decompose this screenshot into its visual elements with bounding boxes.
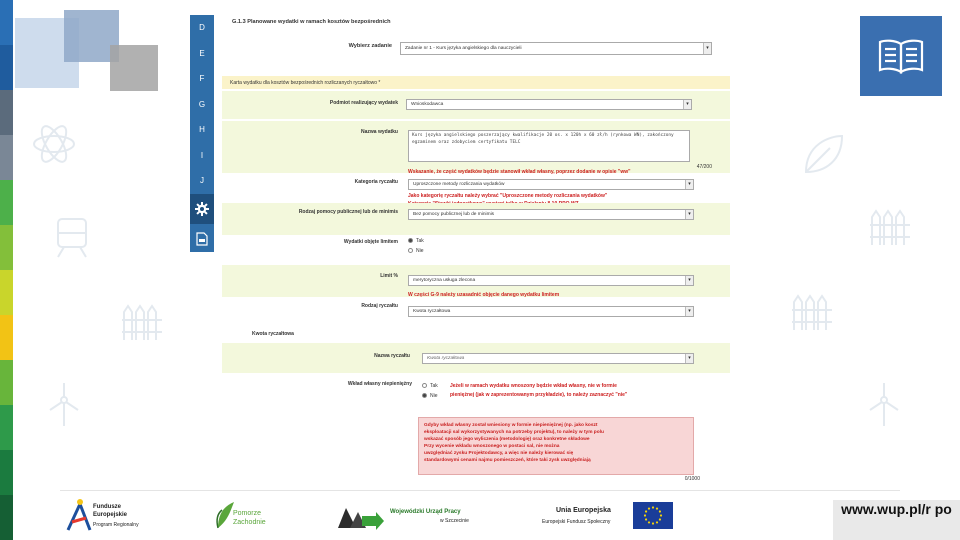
limited-no-radio[interactable] bbox=[408, 248, 424, 254]
select-task-dropdown[interactable] bbox=[400, 42, 712, 55]
strip-segment bbox=[0, 315, 13, 360]
note-limit: W części G-9 należy uzasadnić objęcie danego wydatku limitem bbox=[408, 292, 560, 298]
website-url[interactable]: www.wup.pl/r po bbox=[833, 500, 960, 540]
nav-item-g[interactable]: G bbox=[198, 99, 206, 109]
ue-logo-line1: Unia Europejska bbox=[556, 507, 611, 514]
radio-label: Tak bbox=[416, 238, 424, 244]
wup-logo-icon bbox=[336, 500, 384, 530]
lump-name-field[interactable] bbox=[422, 353, 694, 364]
wup-logo-line2: w Szczecinie bbox=[440, 518, 469, 524]
note-inkind-1: Jeżeli w ramach wydatku wnoszony będzie wkład własny, nie w formie bbox=[450, 383, 617, 389]
strip-segment bbox=[0, 405, 13, 450]
eu-star bbox=[656, 507, 658, 509]
limited-label: Wydatki objęte limitem bbox=[343, 239, 398, 245]
entity-dropdown[interactable] bbox=[406, 99, 692, 110]
limited-yes-radio[interactable] bbox=[408, 238, 424, 244]
eu-star bbox=[659, 518, 661, 520]
chevron-down-icon: ▾ bbox=[683, 100, 691, 109]
limit-value: merytoryczna usługa zlecona bbox=[413, 278, 476, 283]
strip-segment bbox=[0, 90, 13, 135]
wup-logo-line1: Wojewódzki Urząd Pracy bbox=[390, 509, 461, 515]
pomorze-logo-line1: Pomorze bbox=[233, 510, 262, 517]
inkind-yes-radio[interactable] bbox=[422, 383, 438, 389]
ue-logo-line2: Europejski Fundusz Społeczny bbox=[542, 519, 611, 525]
nav-item-e[interactable]: E bbox=[199, 48, 205, 58]
radio-dot bbox=[422, 393, 427, 398]
note-contribution: Wskazanie, że część wydatków będzie stanowił wkład własny, poprzez dodanie w opisie "ww" bbox=[408, 169, 631, 175]
aid-label: Rodzaj pomocy publicznej lub de minimis bbox=[298, 209, 398, 215]
train-icon bbox=[50, 215, 94, 259]
strip-segment bbox=[0, 180, 13, 225]
warning-line: uwzględniać zysku Projektodawcy, a więc nie należy kierować się bbox=[424, 451, 574, 456]
strip-segment bbox=[0, 495, 13, 540]
footer-divider bbox=[60, 490, 900, 491]
category-label: Kategoria ryczałtu bbox=[354, 179, 398, 185]
char-counter: 0/1000 bbox=[684, 476, 700, 482]
nav-item-i[interactable]: I bbox=[200, 150, 204, 160]
lump-type-value: Kwota ryczałtowa bbox=[413, 309, 451, 314]
entity-label: Podmiot realizujący wydatek bbox=[329, 100, 398, 106]
expense-form-screenshot bbox=[222, 13, 730, 485]
strip-segment bbox=[0, 0, 13, 45]
select-task-label: Wybierz zadanie bbox=[348, 43, 392, 49]
radio-label: Nie bbox=[430, 393, 438, 399]
fe-logo-icon bbox=[66, 496, 92, 532]
radio-dot bbox=[408, 248, 413, 253]
section-title: G.1.3 Planowane wydatki w ramach kosztów bezpośrednich bbox=[232, 19, 391, 25]
nav-item-f[interactable]: F bbox=[199, 74, 205, 83]
inkind-label: Wkład własny niepieniężny bbox=[347, 381, 412, 387]
aid-dropdown[interactable] bbox=[408, 209, 694, 220]
eu-star bbox=[652, 522, 654, 524]
book-icon-box bbox=[860, 16, 942, 96]
radio-dot bbox=[422, 383, 427, 388]
eu-star bbox=[659, 510, 661, 512]
fe-logo-line3: Program Regionalny bbox=[93, 522, 139, 528]
select-task-value: Zadanie nr 1 - Kurs języka angielskiego dla nauczycieli bbox=[405, 46, 522, 51]
fence-icon bbox=[120, 300, 164, 344]
leaf-icon bbox=[800, 130, 848, 178]
strip-segment bbox=[0, 225, 13, 270]
strip-segment bbox=[0, 450, 13, 495]
chevron-down-icon: ▾ bbox=[685, 307, 693, 316]
inkind-no-radio[interactable] bbox=[422, 393, 438, 399]
nav-item-d[interactable]: D bbox=[199, 23, 205, 32]
chevron-down-icon: ▾ bbox=[685, 354, 693, 363]
chevron-down-icon: ▾ bbox=[685, 276, 693, 285]
wind-turbine-icon bbox=[860, 380, 908, 428]
eu-flag-icon bbox=[633, 502, 673, 529]
warning-line: eksploatacji sal wykorzystywanych na potrzeby projektu), to należy w tym polu bbox=[424, 430, 604, 435]
strip-segment bbox=[0, 360, 13, 405]
atom-icon bbox=[30, 120, 78, 168]
eu-star bbox=[648, 507, 650, 509]
lump-type-label: Rodzaj ryczałtu bbox=[361, 303, 398, 309]
fence-icon bbox=[790, 290, 838, 338]
strip-segment bbox=[0, 270, 13, 315]
lump-amount-header: Kwota ryczałtowa bbox=[252, 331, 294, 337]
radio-dot bbox=[408, 238, 413, 243]
limit-dropdown[interactable] bbox=[408, 275, 694, 286]
warning-line: wskazać sposób jego wyliczenia (metodologię) oraz konkretne składowe bbox=[424, 437, 590, 442]
limit-label: Limit % bbox=[380, 273, 398, 279]
strip-segment bbox=[0, 45, 13, 90]
settings-nav-button[interactable] bbox=[190, 194, 214, 224]
eu-star bbox=[645, 510, 647, 512]
eu-star bbox=[645, 518, 647, 520]
decorative-square bbox=[110, 45, 158, 91]
left-color-strip bbox=[0, 0, 13, 540]
warning-line: Przy wycenie wkładu wnoszonego w postaci sal, nie można bbox=[424, 444, 560, 449]
warning-line: Gdyby wkład własny został wniesiony w formie niepieniężnej (np. jako koszt bbox=[424, 423, 598, 428]
fe-logo-line2: Europejskie bbox=[93, 512, 128, 518]
lump-type-dropdown[interactable] bbox=[408, 306, 694, 317]
inkind-warning-box bbox=[418, 417, 694, 475]
eu-star bbox=[656, 521, 658, 523]
category-value: Uproszczone metody rozliczania wydatków bbox=[413, 182, 505, 187]
eu-star bbox=[648, 521, 650, 523]
note-category-1: Jako kategorię ryczałtu należy wybrać "Uproszczone metody rozliczania wydatków" bbox=[408, 193, 608, 199]
name-label: Nazwa wydatku bbox=[361, 129, 398, 135]
fence-icon bbox=[868, 205, 916, 253]
card-header: Karta wydatku dla kosztów bezpośrednich rozliczanych ryczałtowo * bbox=[230, 80, 381, 86]
gear-icon bbox=[195, 202, 209, 216]
document-icon bbox=[196, 232, 208, 246]
chevron-down-icon: ▾ bbox=[685, 210, 693, 219]
eu-star bbox=[644, 514, 646, 516]
chevron-down-icon: ▾ bbox=[703, 43, 711, 54]
eu-star bbox=[652, 506, 654, 508]
category-dropdown[interactable] bbox=[408, 179, 694, 190]
eu-star bbox=[660, 514, 662, 516]
form-section-nav bbox=[190, 15, 214, 252]
chevron-down-icon: ▾ bbox=[685, 180, 693, 189]
radio-label: Nie bbox=[416, 248, 424, 254]
entity-value: Wnioskodawca bbox=[411, 102, 444, 107]
fe-logo-line1: Fundusze bbox=[93, 504, 121, 510]
pdf-nav-button[interactable] bbox=[190, 224, 214, 254]
expense-name-textarea[interactable]: Kurs języka angielskiego poszerzający kwalifikacje 20 os. x 120h x 60 zł/h (rynkowa WN), zakończony egzaminem oraz zdobyciem certyfikatu TELC bbox=[408, 130, 690, 162]
warning-line: standardowymi cenami najmu pomieszczeń, które taki zysk uwzględniają bbox=[424, 458, 591, 463]
nav-item-j[interactable]: J bbox=[200, 176, 204, 185]
strip-segment bbox=[0, 135, 13, 180]
lump-name-value: Kwota ryczałtowa bbox=[427, 356, 465, 361]
radio-label: Tak bbox=[430, 383, 438, 389]
aid-value: Bez pomocy publicznej lub de minimis bbox=[413, 212, 495, 217]
nav-item-h[interactable]: H bbox=[199, 125, 205, 134]
note-inkind-2: pieniężnej (jak w zaprezentowanym przykładzie), to należy zaznaczyć "nie" bbox=[450, 392, 628, 398]
wind-turbine-icon bbox=[40, 380, 88, 428]
open-book-icon bbox=[877, 36, 925, 76]
lump-name-label: Nazwa ryczałtu bbox=[374, 353, 410, 359]
pomorze-logo-line2: Zachodnie bbox=[233, 519, 266, 526]
char-counter: 47/200 bbox=[696, 164, 712, 170]
